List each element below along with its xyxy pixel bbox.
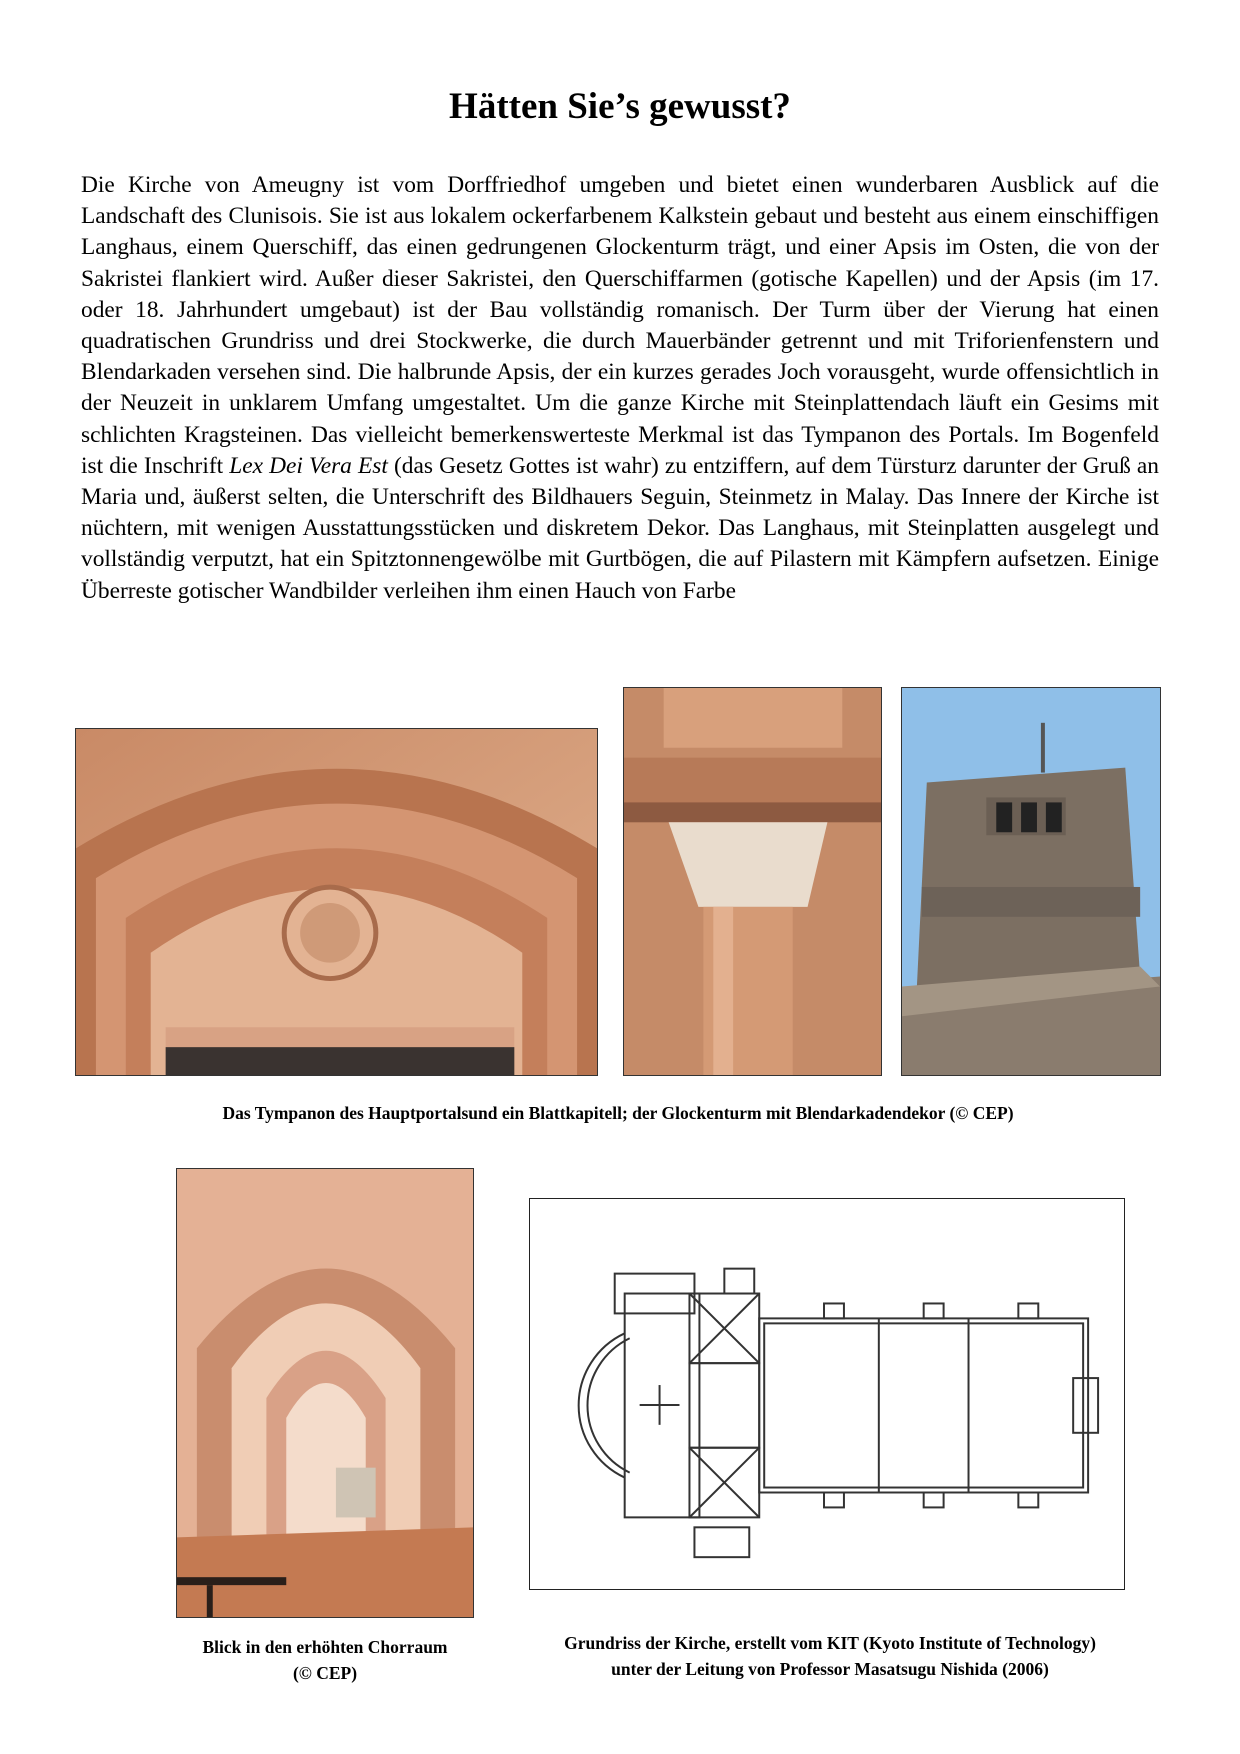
bell-tower-photo <box>901 687 1161 1076</box>
caption-top: Das Tympanon des Hauptportalsund ein Blattkapitell; der Glockenturm mit Blendarkadendekor (© CEP) <box>222 1103 1014 1123</box>
caption-plan-line1: Grundriss der Kirche, erstellt vom KIT (Kyoto Institute of Technology) <box>564 1633 1096 1653</box>
paragraph-text-1: Die Kirche von Ameugny ist vom Dorffriedhof umgeben und bietet einen wunderbaren Ausblick auf die Landschaft des Clunisois. Sie ist aus lokalem ockerfarbenem Kalkstein gebaut und besteht aus einem einschiffigen Langhaus, einem Querschiff, das einen gedrungenen Glockenturm trägt, und einer Apsis im Osten, die von der Sakristei flankiert wird. Außer dieser Sakristei, den Querschiffarmen (gotische Kapellen) und der Apsis (im 17. oder 18. Jahrhundert umgebaut) ist der Bau vollständig romanisch. Der Turm über der Vierung hat einen quadratischen Grundriss und drei Stockwerke, die durch Mauerbänder getrennt und mit Triforienfenstern und Blendarkaden versehen sind. Die halbrunde Apsis, der ein kurzes gerades Joch vorausgeht, wurde offensichtlich in der Neuzeit in unklarem Umfang umgestaltet. Um die ganze Kirche mit Steinplattendach läuft ein Gesims mit schlichten Kragsteinen. Das vielleicht bemerkenswerteste Merkmal ist das Tympanon des Portals. Im Bogenfeld ist die Inschrift <box>81 172 1159 479</box>
inscription-text: Lex Dei Vera Est <box>229 452 388 479</box>
body-paragraph <box>81 170 1159 607</box>
caption-choir <box>150 1634 500 1686</box>
caption-floor-plan <box>500 1630 1160 1682</box>
caption-plan-line2: unter der Leitung von Professor Masatsugu Nishida (2006) <box>611 1659 1049 1679</box>
paragraph-text-2: (das Gesetz Gottes ist wahr) zu entziffern, auf dem Türsturz darunter der Gruß an Maria und, äußerst selten, die Unterschrift des Bildhauers Seguin, Steinmetz in Malay. Das Innere der Kirche ist nüchtern, mit wenigen Ausstattungsstücken und diskretem Dekor. Das Langhaus, mit Steinplatten ausgelegt und vollständig verputzt, hat ein Spitztonnengewölbe mit Gurtbögen, die auf Pilastern mit Kämpfern aufsetzen. Einige Überreste gotischer Wandbilder verleihen ihm einen Hauch von Farbe <box>81 452 1160 604</box>
capital-photo <box>623 687 882 1076</box>
floor-plan-drawing <box>529 1198 1125 1590</box>
caption-choir-line1: Blick in den erhöhten Chorraum <box>202 1637 448 1657</box>
choir-photo <box>176 1168 474 1618</box>
tympanum-photo <box>75 728 598 1076</box>
caption-choir-line2: (© CEP) <box>292 1663 358 1683</box>
page-title: Hätten Sie’s gewusst? <box>449 86 791 127</box>
